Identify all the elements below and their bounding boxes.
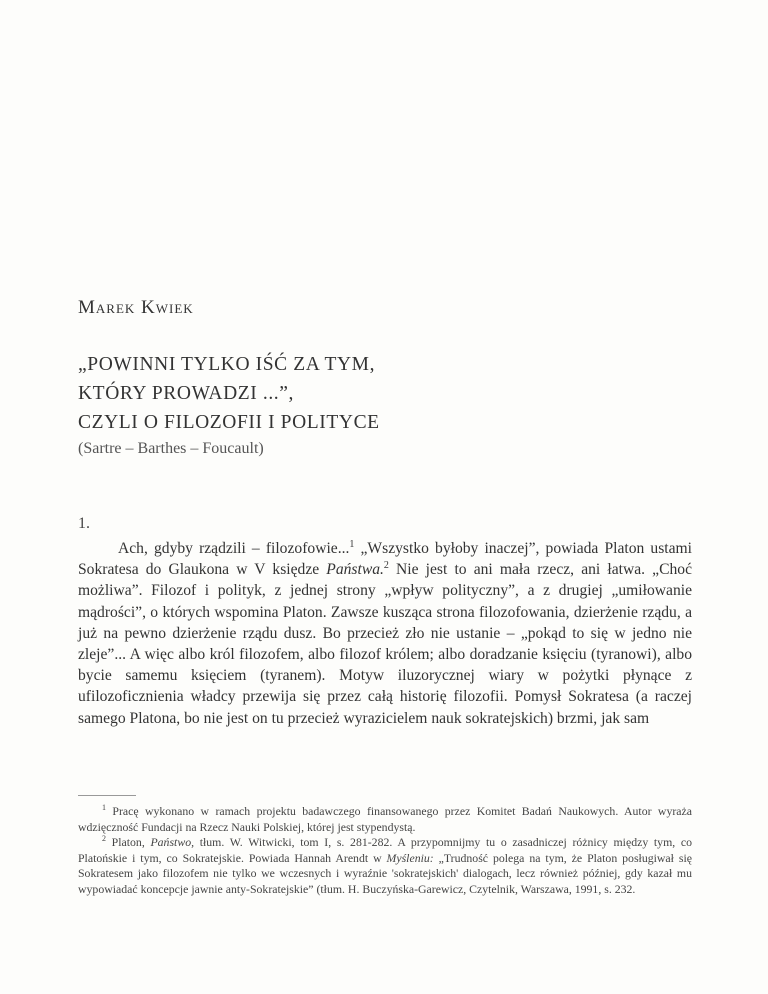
footnote-1 (78, 804, 692, 835)
footnote-2-title-1: Państwo, (150, 835, 195, 850)
footnote-1-mark: 1 (102, 803, 106, 813)
article-subtitle: (Sartre – Barthes – Foucault) (78, 440, 264, 457)
title-line-1: „POWINNI TYLKO IŚĆ ZA TYM, (78, 354, 376, 375)
body-paragraph (78, 538, 692, 729)
section-number: 1. (78, 515, 90, 532)
footnote-1-text: Pracę wykonano w ramach projektu badawczego finansowanego przez Komitet Badań Naukowych. Autor wyraża wdzięczność Fundacji na Rzecz Nauki Polskiej, której jest stypendystą. (78, 804, 692, 834)
title-line-3: CZYLI O FILOZOFII I POLITYCE (78, 412, 380, 433)
title-line-2: KTÓRY PROWADZI ...”, (78, 383, 295, 404)
footnote-2-text-c: „Trudność polega na tym, że Platon posługiwał się Sokratesem jako filozofem nie tylko we wczesnych i wyraźnie 'sokratejskich' dialogach, lecz również później, gdy kazał mu wypowiadać koncepcje jawnie anty-Sokratejskie” (tłum. H. Buczyńska-Garewicz, Czytelnik, Warszawa, 1991, s. 232. (78, 850, 692, 896)
body-text (78, 538, 692, 729)
footnote-ref-1: 1 (349, 538, 355, 550)
footnotes (78, 804, 692, 898)
footnote-2-mark: 2 (102, 834, 106, 844)
body-span-1: Ach, gdyby rządzili – filozofowie... (118, 540, 350, 557)
footnote-ref-2: 2 (383, 560, 389, 572)
footnote-2-text-a: Platon, (106, 835, 151, 850)
book-title-panstwa: Państwa. (326, 561, 384, 579)
body-span-3: Nie jest to ani mała rzecz, ani łatwa. „Choć możliwa”. Filozof i polityk, z jednej strony „wpływ polityczny”, a z drugiej „umiłowanie mądrości”, o których wspomina Platon. Zawsze kusząca strona filozofowania, dzierżenie rządu, a już na pewno dzierżenie rządu dusz. Bo przecież zło nie ustanie – „pokąd to się w jedno nie zleje”... A więc albo król filozofem, albo filozof królem; albo doradzanie księciu (tyranowi), albo bycie samemu księciem (tyranem). Motyw iluzorycznej wiary w pożytki płynące z ufilozoficznienia władcy przewija się przez całą historię filozofii. Pomysł Sokratesa (a raczej samego Platona, bo nie jest on tu przecież wyrazicielem nauk sokratejskich) brzmi, jak sam (78, 561, 692, 727)
author-name: Marek Kwiek (78, 297, 194, 318)
footnote-2-title-2: Myśleniu: (386, 850, 434, 865)
article-title (78, 350, 698, 437)
footnote-2-text-b: tłum. W. Witwicki, tom I, s. 281-282. A przypomnijmy tu o zasadniczej różnicy między tym, co Platońskie i tym, co Sokratejskie. Powiada Hannah Arendt w (78, 835, 693, 865)
footnote-divider (78, 795, 136, 796)
footnote-2 (78, 835, 692, 897)
body-span-2: „Wszystko byłoby inaczej”, powiada Platon ustami Sokratesa do Glaukona w V księdze (78, 540, 692, 579)
